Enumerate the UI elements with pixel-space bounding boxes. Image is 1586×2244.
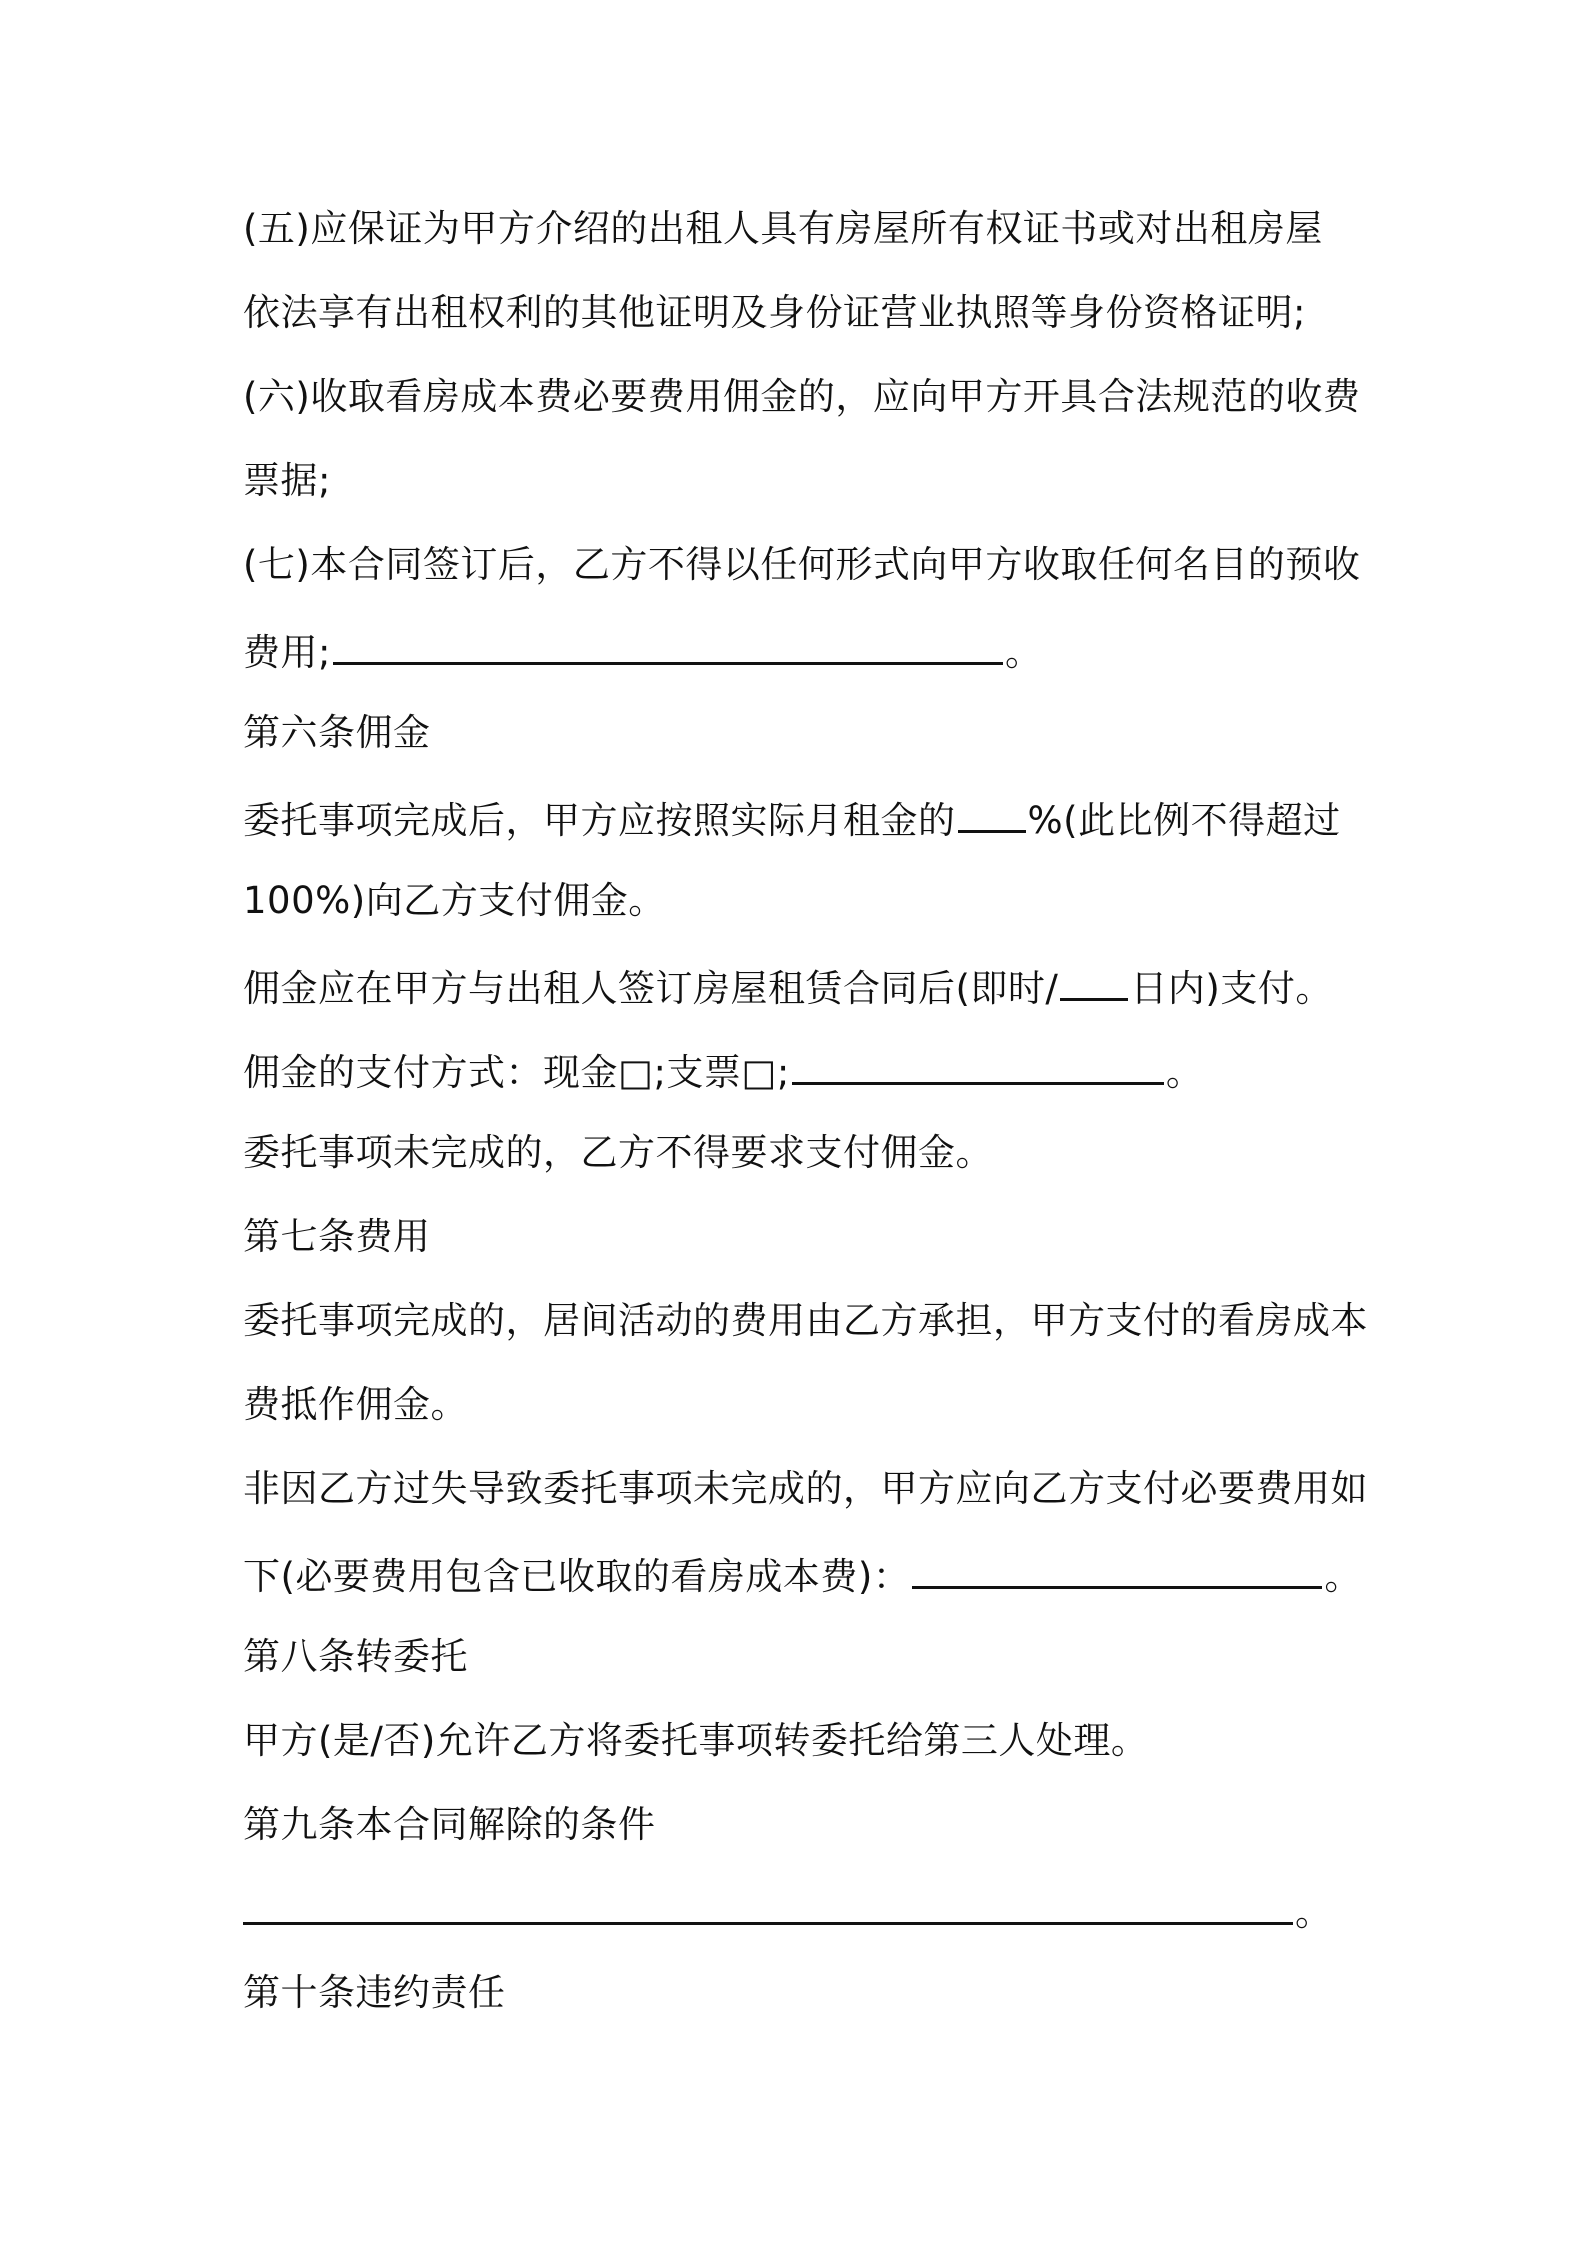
period: 。 (1324, 1555, 1362, 1598)
clause-5-7-text: 费用; (243, 631, 331, 674)
clause-5-7-line-1: (七)本合同签订后，乙方不得以任何形式向甲方收取任何名目的预收 (243, 543, 1361, 586)
commission-rate-line-1 (243, 794, 1341, 840)
fill-blank-payment-other[interactable] (792, 1046, 1164, 1085)
period: 。 (1165, 1051, 1204, 1094)
fill-blank-necessary-fees[interactable] (912, 1550, 1322, 1589)
commission-timing-line (243, 962, 1333, 1008)
expense-line-2: 费抵作佣金。 (243, 1383, 468, 1426)
expense-text: 下(必要费用包含已收取的看房成本费)： (243, 1555, 911, 1598)
article-6-heading: 第六条佣金 (243, 711, 431, 754)
fill-blank-commission-percent[interactable] (958, 794, 1026, 833)
expense-line-1: 委托事项完成的，居间活动的费用由乙方承担，甲方支付的看房成本 (243, 1299, 1368, 1342)
clause-5-7-line-2 (243, 626, 1042, 672)
fill-blank-prepaid-fees[interactable] (333, 626, 1003, 665)
article-8-heading: 第八条转委托 (243, 1635, 468, 1678)
clause-5-5-line-2: 依法享有出租权利的其他证明及身份证营业执照等身份资格证明; (243, 291, 1306, 334)
termination-conditions-line (243, 1886, 1333, 1932)
commission-timing-text-tail: 日内)支付。 (1130, 967, 1333, 1010)
commission-rate-text: 委托事项完成后，甲方应按照实际月租金的 (243, 799, 956, 842)
commission-unfinished-line: 委托事项未完成的，乙方不得要求支付佣金。 (243, 1131, 993, 1174)
article-10-heading: 第十条违约责任 (243, 1971, 506, 2014)
clause-5-6-line-2: 票据; (243, 459, 331, 502)
commission-rate-text-tail: %(此比例不得超过 (1027, 799, 1341, 842)
period: 。 (1004, 631, 1043, 674)
commission-timing-text: 佣金应在甲方与出租人签订房屋租赁合同后(即时/ (243, 967, 1059, 1010)
fill-blank-termination-conditions[interactable] (243, 1886, 1293, 1925)
clause-5-6-line-1: (六)收取看房成本费必要费用佣金的，应向甲方开具合法规范的收费 (243, 375, 1361, 418)
commission-rate-line-2: 100%)向乙方支付佣金。 (243, 879, 666, 922)
expense-line-4 (243, 1550, 1362, 1596)
clause-5-5-line-1: (五)应保证为甲方介绍的出租人具有房屋所有权证书或对出租房屋 (243, 207, 1323, 250)
article-9-heading: 第九条本合同解除的条件 (243, 1803, 656, 1846)
payment-method-line (243, 1046, 1203, 1092)
expense-line-3: 非因乙方过失导致委托事项未完成的，甲方应向乙方支付必要费用如 (243, 1467, 1368, 1510)
period: 。 (1295, 1891, 1333, 1934)
article-7-heading: 第七条费用 (243, 1215, 431, 1258)
fill-blank-days[interactable] (1060, 962, 1128, 1001)
subcontract-line: 甲方(是/否)允许乙方将委托事项转委托给第三人处理。 (243, 1719, 1149, 1762)
payment-method-text: 佣金的支付方式：现金□;支票□; (243, 1051, 790, 1094)
